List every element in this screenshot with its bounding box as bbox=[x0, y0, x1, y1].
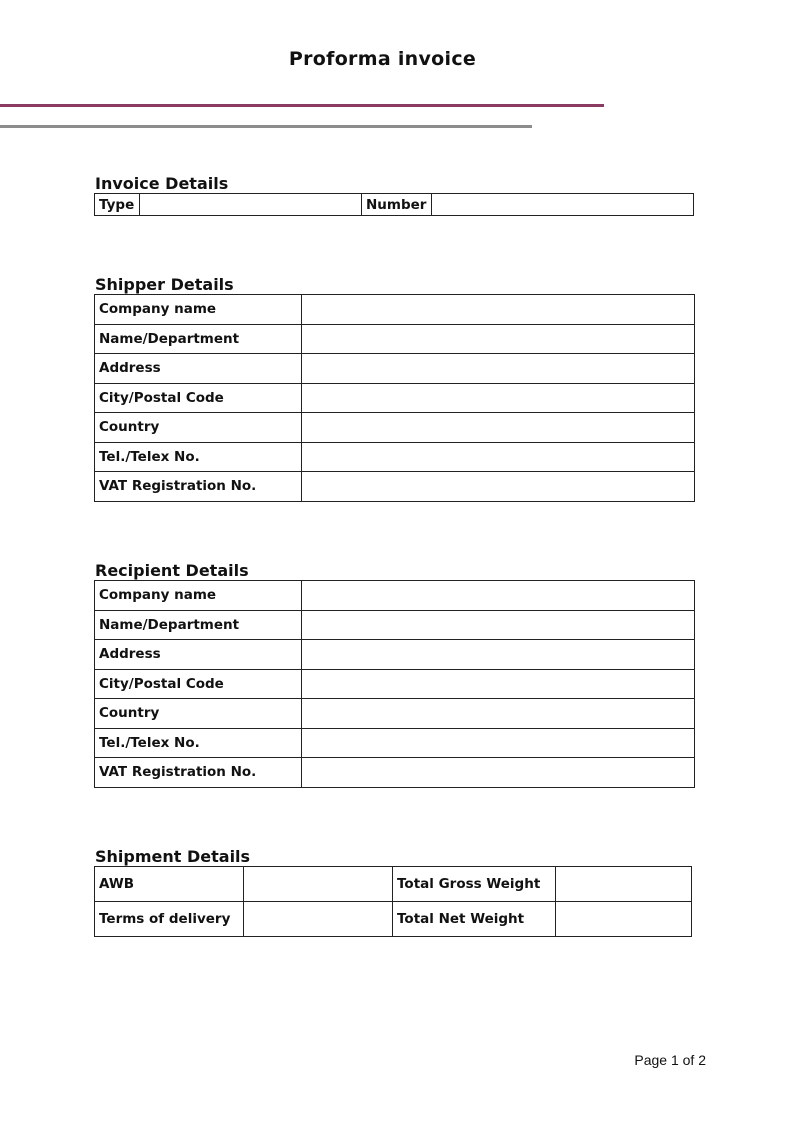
shipper-name-department-label: Name/Department bbox=[95, 324, 302, 354]
secondary-rule bbox=[0, 125, 532, 128]
accent-rule bbox=[0, 104, 604, 107]
total-net-weight-label: Total Net Weight bbox=[393, 902, 556, 937]
recipient-tel-telex-label: Tel./Telex No. bbox=[95, 728, 302, 758]
shipper-city-postal-label: City/Postal Code bbox=[95, 383, 302, 413]
shipper-company-name-field[interactable] bbox=[302, 295, 695, 325]
shipper-vat-field[interactable] bbox=[302, 472, 695, 502]
shipper-details-table bbox=[94, 294, 695, 502]
type-field[interactable] bbox=[140, 194, 362, 216]
number-label: Number bbox=[362, 194, 432, 216]
recipient-details-heading: Recipient Details bbox=[95, 561, 249, 580]
shipper-name-department-field[interactable] bbox=[302, 324, 695, 354]
recipient-country-label: Country bbox=[95, 699, 302, 729]
recipient-vat-field[interactable] bbox=[302, 758, 695, 788]
shipment-details-heading: Shipment Details bbox=[95, 847, 251, 866]
recipient-vat-label: VAT Registration No. bbox=[95, 758, 302, 788]
recipient-company-name-label: Company name bbox=[95, 581, 302, 611]
shipper-country-field[interactable] bbox=[302, 413, 695, 443]
shipper-vat-label: VAT Registration No. bbox=[95, 472, 302, 502]
recipient-details-table bbox=[94, 580, 695, 788]
recipient-country-field[interactable] bbox=[302, 699, 695, 729]
page-number: Page 1 of 2 bbox=[634, 1052, 706, 1068]
recipient-name-department-field[interactable] bbox=[302, 610, 695, 640]
total-gross-weight-label: Total Gross Weight bbox=[393, 867, 556, 902]
recipient-name-department-label: Name/Department bbox=[95, 610, 302, 640]
total-gross-weight-field[interactable] bbox=[556, 867, 692, 902]
document-title: Proforma invoice bbox=[288, 48, 477, 70]
recipient-city-postal-label: City/Postal Code bbox=[95, 669, 302, 699]
recipient-city-postal-field[interactable] bbox=[302, 669, 695, 699]
total-net-weight-field[interactable] bbox=[556, 902, 692, 937]
shipper-tel-telex-label: Tel./Telex No. bbox=[95, 442, 302, 472]
shipper-city-postal-field[interactable] bbox=[302, 383, 695, 413]
recipient-company-name-field[interactable] bbox=[302, 581, 695, 611]
invoice-details-table bbox=[94, 193, 694, 216]
shipper-tel-telex-field[interactable] bbox=[302, 442, 695, 472]
invoice-details-heading: Invoice Details bbox=[95, 174, 229, 193]
shipper-address-label: Address bbox=[95, 354, 302, 384]
shipper-address-field[interactable] bbox=[302, 354, 695, 384]
shipper-country-label: Country bbox=[95, 413, 302, 443]
terms-of-delivery-label: Terms of delivery bbox=[95, 902, 244, 937]
shipment-details-table bbox=[94, 866, 692, 937]
awb-label: AWB bbox=[95, 867, 244, 902]
number-field[interactable] bbox=[432, 194, 694, 216]
shipper-company-name-label: Company name bbox=[95, 295, 302, 325]
awb-field[interactable] bbox=[244, 867, 393, 902]
recipient-address-label: Address bbox=[95, 640, 302, 670]
shipper-details-heading: Shipper Details bbox=[95, 275, 234, 294]
terms-of-delivery-field[interactable] bbox=[244, 902, 393, 937]
type-label: Type bbox=[95, 194, 140, 216]
recipient-address-field[interactable] bbox=[302, 640, 695, 670]
recipient-tel-telex-field[interactable] bbox=[302, 728, 695, 758]
